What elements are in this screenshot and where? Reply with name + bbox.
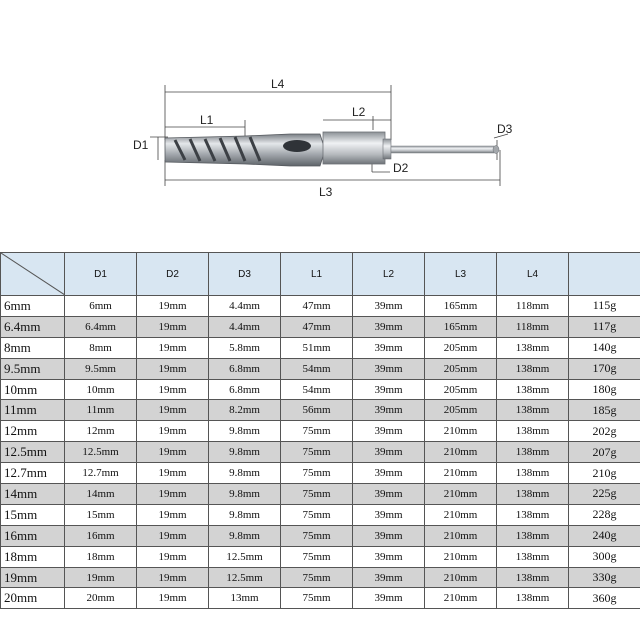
cell-l4: 138mm <box>497 358 569 379</box>
cell-l3: 205mm <box>425 337 497 358</box>
cell-l4: 138mm <box>497 484 569 505</box>
cell-size: 12.7mm <box>1 463 65 484</box>
cell-l3: 210mm <box>425 484 497 505</box>
header-weight <box>569 253 640 296</box>
cell-d2: 19mm <box>137 567 209 588</box>
cell-l1: 54mm <box>281 358 353 379</box>
cell-weight: 140g <box>569 337 640 358</box>
cell-d1: 11mm <box>65 400 137 421</box>
cell-weight: 115g <box>569 296 640 317</box>
cell-weight: 180g <box>569 379 640 400</box>
table-row <box>1 504 640 525</box>
cell-d3: 12.5mm <box>209 546 281 567</box>
table-header-row <box>1 253 640 296</box>
cell-d1: 20mm <box>65 588 137 609</box>
label-d3: D3 <box>497 122 513 136</box>
cell-d2: 19mm <box>137 484 209 505</box>
cell-l3: 210mm <box>425 442 497 463</box>
cell-l3: 205mm <box>425 400 497 421</box>
cell-l3: 210mm <box>425 463 497 484</box>
table-body <box>1 296 640 609</box>
cell-l3: 210mm <box>425 567 497 588</box>
table-row <box>1 358 640 379</box>
cell-l2: 39mm <box>353 567 425 588</box>
cell-l2: 39mm <box>353 358 425 379</box>
label-l4: L4 <box>271 77 285 91</box>
cell-l1: 75mm <box>281 421 353 442</box>
cell-d2: 19mm <box>137 463 209 484</box>
header-corner-cell <box>1 253 65 296</box>
cell-size: 19mm <box>1 567 65 588</box>
header-d2: D2 <box>137 253 209 296</box>
cell-l1: 56mm <box>281 400 353 421</box>
cell-d1: 12.7mm <box>65 463 137 484</box>
cell-l1: 75mm <box>281 442 353 463</box>
cell-d3: 8.2mm <box>209 400 281 421</box>
cell-l1: 75mm <box>281 588 353 609</box>
table-row <box>1 337 640 358</box>
drill-bit-diagram <box>0 0 640 245</box>
cell-l3: 210mm <box>425 588 497 609</box>
cell-d3: 9.8mm <box>209 421 281 442</box>
cell-d2: 19mm <box>137 504 209 525</box>
drill-bit-image <box>165 132 499 166</box>
label-d1: D1 <box>133 138 149 152</box>
cell-size: 11mm <box>1 400 65 421</box>
cell-d3: 4.4mm <box>209 296 281 317</box>
cell-l1: 47mm <box>281 296 353 317</box>
diagonal-divider <box>1 253 65 295</box>
cell-d3: 6.8mm <box>209 379 281 400</box>
cell-d2: 19mm <box>137 316 209 337</box>
specification-table <box>0 252 640 609</box>
cell-l1: 75mm <box>281 525 353 546</box>
table-row <box>1 400 640 421</box>
cell-weight: 360g <box>569 588 640 609</box>
cell-d2: 19mm <box>137 588 209 609</box>
header-l4: L4 <box>497 253 569 296</box>
cell-d3: 9.8mm <box>209 525 281 546</box>
cell-weight: 240g <box>569 525 640 546</box>
header-d1: D1 <box>65 253 137 296</box>
cell-l2: 39mm <box>353 296 425 317</box>
cell-l3: 210mm <box>425 525 497 546</box>
cell-l4: 138mm <box>497 546 569 567</box>
cell-size: 18mm <box>1 546 65 567</box>
cell-l1: 75mm <box>281 567 353 588</box>
table-row <box>1 296 640 317</box>
cell-l2: 39mm <box>353 484 425 505</box>
cell-l2: 39mm <box>353 588 425 609</box>
cell-d3: 9.8mm <box>209 442 281 463</box>
cell-size: 15mm <box>1 504 65 525</box>
cell-l3: 165mm <box>425 296 497 317</box>
cell-l4: 138mm <box>497 525 569 546</box>
cell-weight: 225g <box>569 484 640 505</box>
cell-d3: 6.8mm <box>209 358 281 379</box>
cell-d2: 19mm <box>137 525 209 546</box>
cell-l4: 138mm <box>497 442 569 463</box>
cell-l4: 138mm <box>497 379 569 400</box>
cell-l4: 138mm <box>497 337 569 358</box>
cell-l2: 39mm <box>353 337 425 358</box>
cell-l3: 210mm <box>425 504 497 525</box>
cell-l4: 138mm <box>497 567 569 588</box>
cell-l1: 54mm <box>281 379 353 400</box>
cell-size: 14mm <box>1 484 65 505</box>
cell-d3: 13mm <box>209 588 281 609</box>
cell-weight: 300g <box>569 546 640 567</box>
table-row <box>1 546 640 567</box>
cell-d3: 4.4mm <box>209 316 281 337</box>
cell-d1: 9.5mm <box>65 358 137 379</box>
cell-d2: 19mm <box>137 296 209 317</box>
cell-size: 6.4mm <box>1 316 65 337</box>
table-row <box>1 567 640 588</box>
cell-l1: 75mm <box>281 504 353 525</box>
cell-d2: 19mm <box>137 400 209 421</box>
cell-d2: 19mm <box>137 546 209 567</box>
header-l3: L3 <box>425 253 497 296</box>
cell-l2: 39mm <box>353 379 425 400</box>
cell-size: 12.5mm <box>1 442 65 463</box>
cell-d1: 12mm <box>65 421 137 442</box>
cell-l4: 138mm <box>497 421 569 442</box>
cell-size: 9.5mm <box>1 358 65 379</box>
label-l2: L2 <box>352 105 366 119</box>
cell-l4: 118mm <box>497 316 569 337</box>
cell-l4: 138mm <box>497 463 569 484</box>
cell-l1: 75mm <box>281 463 353 484</box>
cell-weight: 330g <box>569 567 640 588</box>
cell-l2: 39mm <box>353 463 425 484</box>
cell-l2: 39mm <box>353 400 425 421</box>
cell-d2: 19mm <box>137 358 209 379</box>
cell-size: 20mm <box>1 588 65 609</box>
cell-d1: 14mm <box>65 484 137 505</box>
table-row <box>1 316 640 337</box>
cell-d2: 19mm <box>137 442 209 463</box>
cell-l4: 138mm <box>497 504 569 525</box>
cell-d1: 15mm <box>65 504 137 525</box>
cell-weight: 185g <box>569 400 640 421</box>
header-d3: D3 <box>209 253 281 296</box>
cell-l1: 75mm <box>281 484 353 505</box>
cell-l2: 39mm <box>353 504 425 525</box>
table-row <box>1 421 640 442</box>
cell-l4: 118mm <box>497 296 569 317</box>
cell-weight: 207g <box>569 442 640 463</box>
table-row <box>1 484 640 505</box>
header-l2: L2 <box>353 253 425 296</box>
cell-l4: 138mm <box>497 588 569 609</box>
cell-d2: 19mm <box>137 421 209 442</box>
cell-size: 6mm <box>1 296 65 317</box>
cell-l3: 210mm <box>425 421 497 442</box>
cell-d3: 9.8mm <box>209 484 281 505</box>
cell-size: 12mm <box>1 421 65 442</box>
cell-d1: 19mm <box>65 567 137 588</box>
cell-d1: 16mm <box>65 525 137 546</box>
cell-d1: 10mm <box>65 379 137 400</box>
cell-d1: 8mm <box>65 337 137 358</box>
label-l1: L1 <box>200 113 214 127</box>
cell-weight: 170g <box>569 358 640 379</box>
label-d2: D2 <box>393 161 409 175</box>
cell-d3: 9.8mm <box>209 463 281 484</box>
cell-l2: 39mm <box>353 525 425 546</box>
table-row <box>1 463 640 484</box>
cell-weight: 117g <box>569 316 640 337</box>
cell-d1: 18mm <box>65 546 137 567</box>
cell-d3: 9.8mm <box>209 504 281 525</box>
cell-weight: 202g <box>569 421 640 442</box>
cell-size: 10mm <box>1 379 65 400</box>
cell-d2: 19mm <box>137 337 209 358</box>
cell-d1: 12.5mm <box>65 442 137 463</box>
cell-weight: 210g <box>569 463 640 484</box>
cell-size: 8mm <box>1 337 65 358</box>
cell-l1: 51mm <box>281 337 353 358</box>
cell-weight: 228g <box>569 504 640 525</box>
table-row <box>1 442 640 463</box>
cell-l2: 39mm <box>353 546 425 567</box>
cell-l1: 75mm <box>281 546 353 567</box>
cell-d2: 19mm <box>137 379 209 400</box>
cell-l2: 39mm <box>353 316 425 337</box>
label-l3: L3 <box>319 185 333 199</box>
header-l1: L1 <box>281 253 353 296</box>
cell-d1: 6.4mm <box>65 316 137 337</box>
table-row <box>1 525 640 546</box>
table-row <box>1 588 640 609</box>
cell-d3: 5.8mm <box>209 337 281 358</box>
cell-d1: 6mm <box>65 296 137 317</box>
cell-l1: 47mm <box>281 316 353 337</box>
cell-l3: 205mm <box>425 379 497 400</box>
cell-l2: 39mm <box>353 442 425 463</box>
cell-l3: 165mm <box>425 316 497 337</box>
cell-l4: 138mm <box>497 400 569 421</box>
cell-l2: 39mm <box>353 421 425 442</box>
cell-size: 16mm <box>1 525 65 546</box>
cell-d3: 12.5mm <box>209 567 281 588</box>
cell-l3: 210mm <box>425 546 497 567</box>
cell-l3: 205mm <box>425 358 497 379</box>
table-row <box>1 379 640 400</box>
